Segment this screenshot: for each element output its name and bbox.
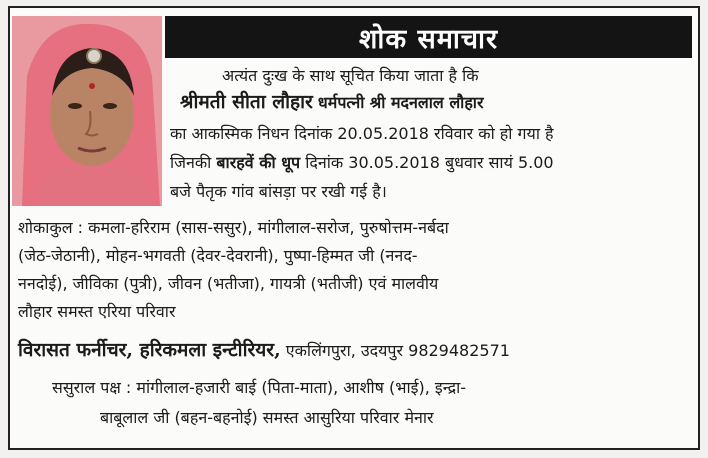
business-address: एकलिंगपुरा, उदयपुर 9829482571 (285, 341, 510, 360)
mourners-line-2: (जेठ-जेठानी), मोहन-भगवती (देवर-देवरानी), पुष्पा-हिम्मत जी (ननद- (18, 246, 418, 265)
spouse-name: धर्मपत्नी श्री मदनलाल लौहार (317, 93, 484, 112)
intro-line-3: का आकस्मिक निधन दिनांक 20.05.2018 रविवार को हो गया है (170, 124, 554, 143)
business-name: विरासत फर्नीचर, हरिकमला इन्टीरियर, (18, 339, 281, 361)
deceased-name: श्रीमती सीता लौहार (180, 91, 313, 113)
ritual-date: दिनांक 30.05.2018 बुधवार सायं 5.00 (305, 153, 554, 172)
ritual-name: बारहवें की धूप (216, 153, 301, 172)
ritual-prefix: जिनकी (170, 153, 212, 172)
portrait-photo (12, 16, 162, 206)
obituary-title-bar (165, 16, 692, 58)
intro-line-5: बजे पैतृक गांव बांसड़ा पर रखी गई है। (170, 182, 387, 201)
business-line (18, 340, 510, 361)
obituary-title: शोक समाचार (358, 23, 499, 55)
deceased-name-line (180, 92, 484, 113)
mourners-line-1: शोकाकुल : कमला-हरिराम (सास-ससुर), मांगीलाल-सरोज, पुरुषोत्तम-नर्बदा (18, 218, 449, 237)
mourners-line-3: ननदोई), जीविका (पुत्री), जीवन (भतीजा), गायत्री (भतीजी) एवं मालवीय (18, 274, 439, 293)
mourners-line-4: लौहार समस्त एरिया परिवार (18, 302, 176, 321)
intro-line-4 (170, 153, 554, 173)
intro-line-1: अत्यंत दुःख के साथ सूचित किया जाता है कि (222, 66, 479, 85)
sasural-line-1: ससुराल पक्ष : मांगीलाल-हजारी बाई (पिता-माता), आशीष (भाई), इन्द्रा- (52, 378, 467, 397)
sasural-line-2: बाबूलाल जी (बहन-बहनोई) समस्त आसुरिया परिवार मेनार (100, 408, 434, 427)
portrait-illustration (12, 16, 162, 206)
